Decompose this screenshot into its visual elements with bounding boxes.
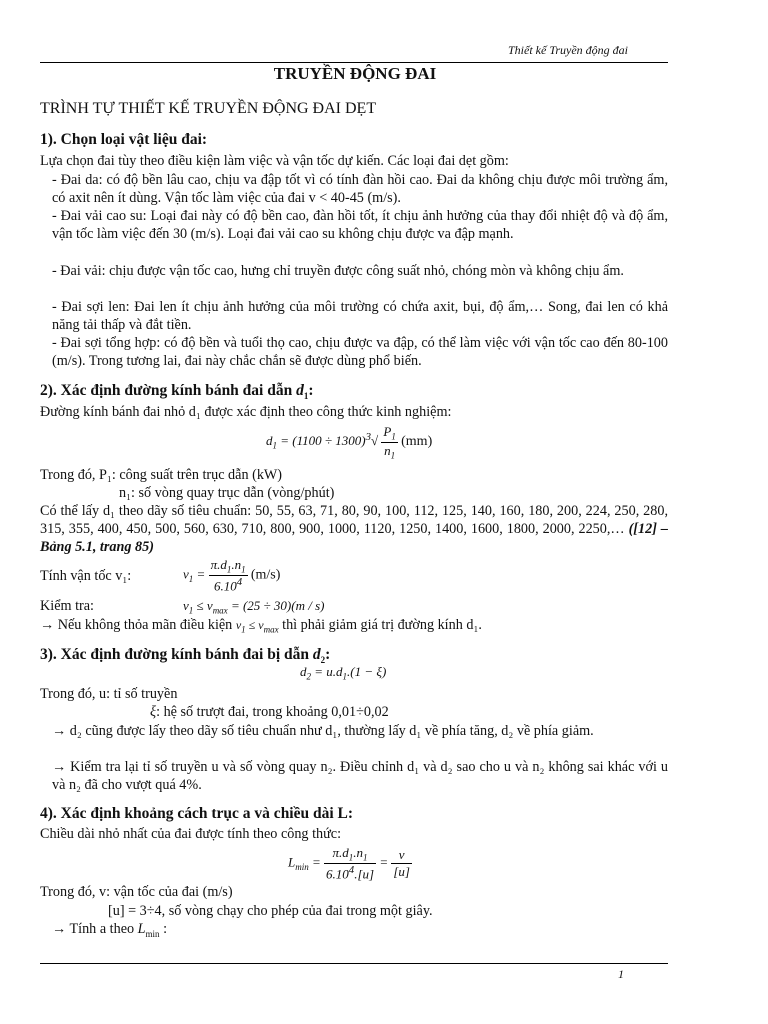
section-4-where-u: [u] = 3÷4, số vòng chạy cho phép của đai trong một giây. xyxy=(108,903,433,919)
section-2-where-p1: Trong đó, P₁: công suất trên trục dẫn (kW) xyxy=(40,467,283,483)
section-4-intro: Chiều dài nhỏ nhất của đai được tính theo công thức: xyxy=(40,826,342,842)
formula-d1: $d_1 = (1100 \div 1300)^3√$ $\frac{P_1}{n_1}$ (mm) xyxy=(266,424,433,461)
section-2-where-n1: n₁: số vòng quay trục dẫn (vòng/phút) xyxy=(119,485,335,501)
section-2-velocity-label: Tính vận tốc v₁: xyxy=(40,568,132,584)
running-header: Thiết kế Truyền động đai xyxy=(508,43,628,57)
section-4-note: → Tính a theo $L_{min}$ : xyxy=(52,921,168,939)
section-2-heading: 2). Xác định đường kính bánh đai dẫn $d_1$: xyxy=(40,382,314,402)
header-rule xyxy=(40,62,668,63)
section-1-item-rubber: - Đai vải cao su: Loại đai này có độ bền cao, đàn hồi tốt, ít chịu ảnh hưởng của thay đổi nhiệt độ và độ ẩm, vận tốc làm việc đến 30 (m/s). Loại đai vải cao su không chịu được va đập mạnh. xyxy=(52,208,668,242)
section-4-where-v: Trong đó, v: vận tốc của đai (m/s) xyxy=(40,884,233,900)
section-1-intro: Lựa chọn đai tùy theo điều kiện làm việc và vận tốc dự kiến. Các loại đai dẹt gồm: xyxy=(40,153,509,169)
footer-rule xyxy=(40,963,668,964)
page-number: 1 xyxy=(618,967,624,981)
section-2-standard-series: Có thể lấy d₁ theo dãy số tiêu chuẩn: 50, 55, 63, 71, 80, 90, 100, 112, 125, 140, 160, 180, 200, 224, 250, 280, 315, 355, 400, 450, 500, 560, 630, 710, 800, 900, 1000, 1120, 1250, 1400, 1600, 1800, 2000, 2250,… ([12] – Bảng 5.1, trang 85) xyxy=(40,503,668,555)
section-1-heading: 1). Chọn loại vật liệu đai: xyxy=(40,131,208,148)
section-1-item-fabric: - Đai vải: chịu được vận tốc cao, hưng chỉ truyền được công suất nhỏ, chóng mòn và không chịu ẩm. xyxy=(52,263,624,279)
formula-vmax: $v_1 \le v_{max} = (25 \div 30)(m / s)$ xyxy=(183,598,325,616)
section-2-check-label: Kiểm tra: xyxy=(40,598,94,614)
formula-d2: $d_2 = u.d_1.(1 - \xi)$ xyxy=(300,664,387,682)
section-1-item-leather: - Đai da: có độ bền lâu cao, chịu va đập tốt vì có tính đàn hồi cao. Đai da không chịu được môi trường ẩm, có axit nên ít dùng. Vận tốc làm việc của đai v < 40-45 (m/s). xyxy=(52,172,668,206)
section-1-item-synthetic: - Đai sợi tổng hợp: có độ bền và tuổi thọ cao, chịu được va đập, có thể làm việc với vận tốc cao đến 80-100 (m/s). Trong tương lai, đai này chắc chắn sẽ được dùng phổ biến. xyxy=(52,335,668,369)
section-3-note-check: → Kiểm tra lại tỉ số truyền u và số vòng quay n₂. Điều chỉnh d₁ và d₂ sao cho u và n₂ không sai khác với u và n₂ đã cho vượt quá 4%. xyxy=(52,759,668,793)
section-3-where-u: Trong đó, u: tỉ số truyền xyxy=(40,686,178,702)
page-subtitle: TRÌNH TỰ THIẾT KẾ TRUYỀN ĐỘNG ĐAI DẸT xyxy=(40,100,377,117)
section-2-note: → Nếu không thỏa mãn điều kiện $v_1 \le v_{max}$ thì phải giảm giá trị đường kính d₁. xyxy=(40,617,482,635)
section-3-where-xi: ξ: hệ số trượt đai, trong khoảng 0,01÷0,02 xyxy=(150,704,389,720)
section-4-heading: 4). Xác định khoảng cách trục a và chiều dài L: xyxy=(40,805,354,822)
formula-lmin: $L_{min}$ = $\frac{\pi.d_1.n_1}{6.10^4.[u]}$ = $\frac{v}{[u]}$ xyxy=(288,845,410,881)
section-2-intro: Đường kính bánh đai nhỏ d₁ được xác định theo công thức kinh nghiệm: xyxy=(40,404,452,420)
section-3-note-standard: → d₂ cũng được lấy theo dãy số tiêu chuẩn như d₁, thường lấy d₁ về phía tăng, d₂ về phía giảm. xyxy=(52,723,594,739)
section-1-item-wool: - Đai sợi len: Đai len ít chịu ảnh hưởng của môi trường có chứa axit, bụi, độ ẩm,… Song, đai len có khả năng tải thấp và đắt tiền. xyxy=(52,299,668,333)
page-title: TRUYỀN ĐỘNG ĐAI xyxy=(273,64,437,83)
section-3-heading: 3). Xác định đường kính bánh đai bị dẫn $d_2$: xyxy=(40,646,331,666)
formula-v1: $v_1$ = $\frac{\pi.d_1.n_1}{6.10^4}$ (m/s) xyxy=(183,557,281,593)
